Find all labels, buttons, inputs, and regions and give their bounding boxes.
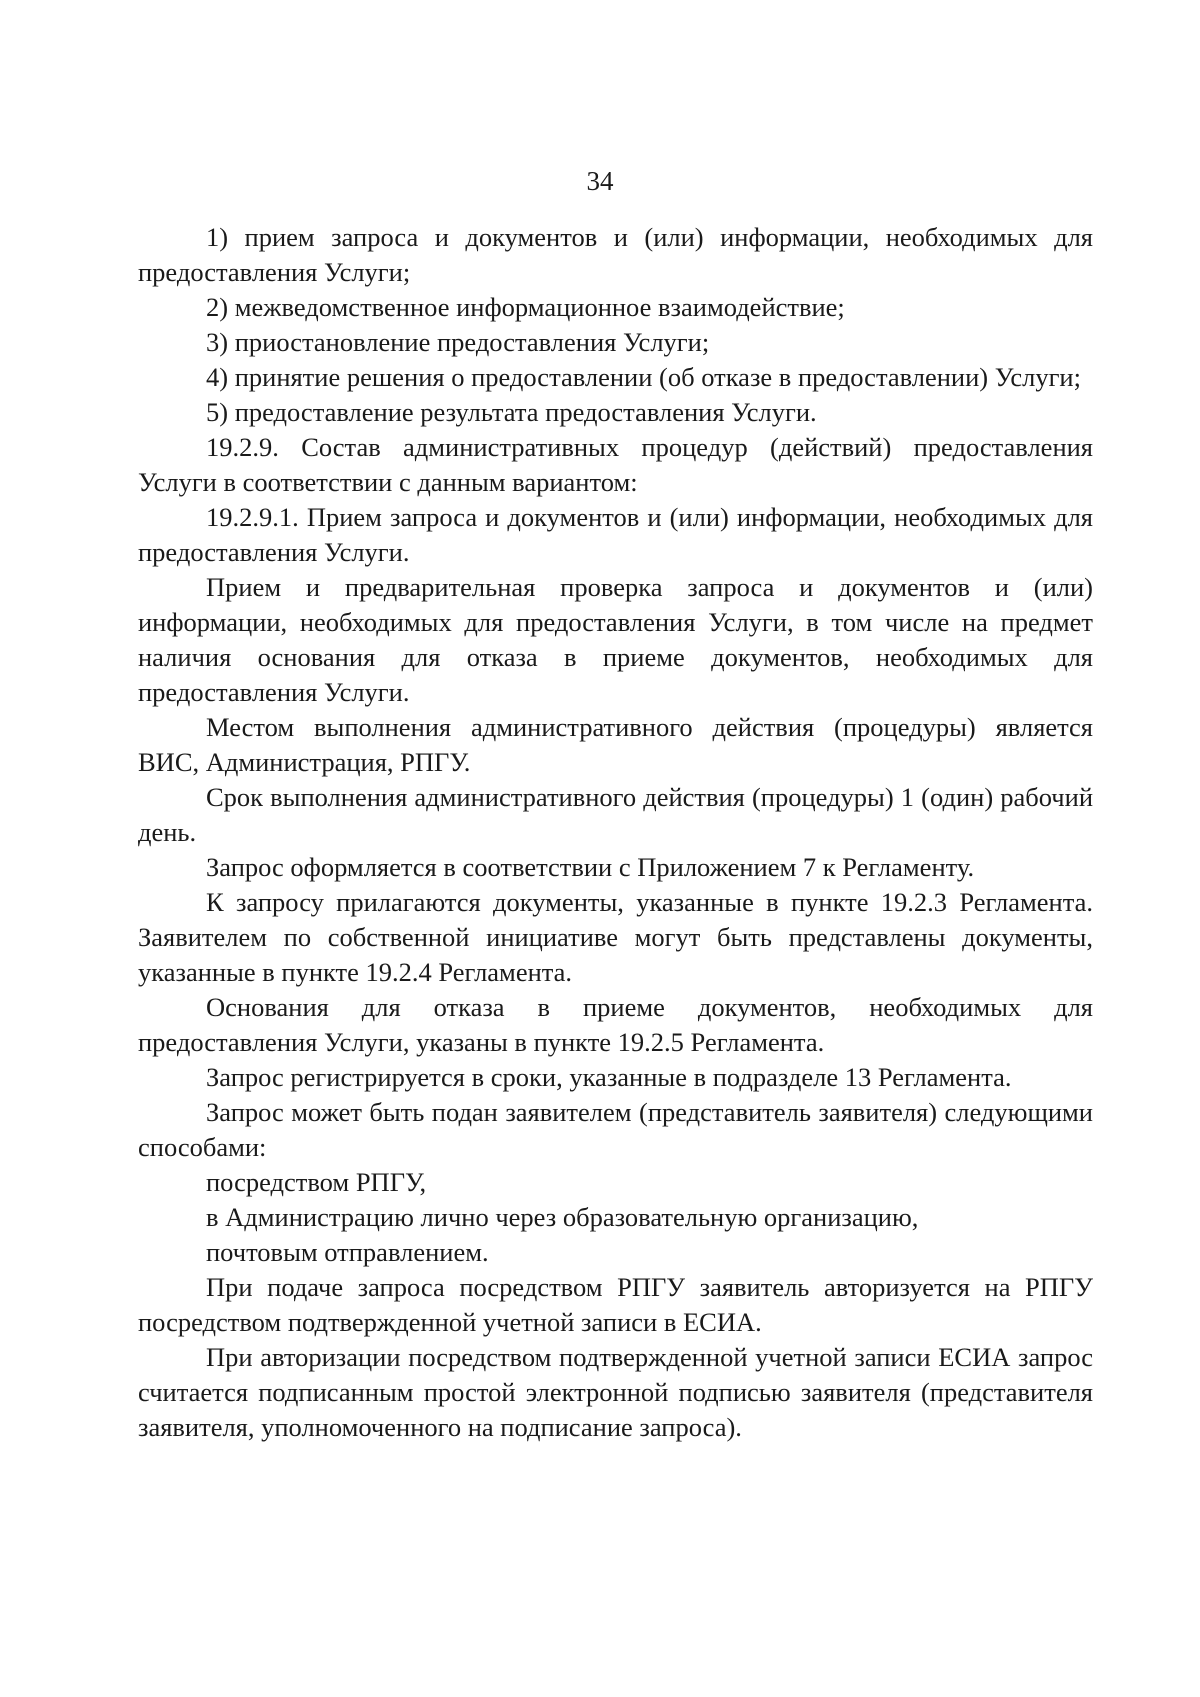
paragraph-attachments: К запросу прилагаются документы, указанные в пункте 19.2.3 Регламента. Заявителем по собственной инициативе могут быть представлены документы, указанные в пункте 19.2.4 Регламента. <box>138 887 1093 987</box>
method-in-person: в Администрацию лично через образовательную организацию, <box>206 1202 919 1232</box>
paragraph-refusal-grounds: Основания для отказа в приеме документов, необходимых для предоставления Услуги, указаны в пункте 19.2.5 Регламента. <box>138 992 1093 1057</box>
method-rpgu: посредством РПГУ, <box>206 1167 427 1197</box>
paragraph-rpgu-auth: При подаче запроса посредством РПГУ заявитель авторизуется на РПГУ посредством подтвержденной учетной записи в ЕСИА. <box>138 1272 1093 1337</box>
page-number: 34 <box>586 166 614 196</box>
paragraph-registration: Запрос регистрируется в сроки, указанные в подразделе 13 Регламента. <box>206 1062 1012 1092</box>
section-19-2-9: 19.2.9. Состав административных процедур (действий) предоставления Услуги в соответствии с данным вариантом: <box>138 432 1093 497</box>
list-item-1: 1) прием запроса и документов и (или) информации, необходимых для предоставления Услуги; <box>138 222 1093 287</box>
list-item-4: 4) принятие решения о предоставлении (об отказе в предоставлении) Услуги; <box>206 362 1081 392</box>
paragraph-esia-signature: При авторизации посредством подтвержденной учетной записи ЕСИА запрос считается подписанным простой электронной подписью заявителя (представителя заявителя, уполномоченного на подписание запроса). <box>138 1342 1093 1442</box>
paragraph-request-form: Запрос оформляется в соответствии с Приложением 7 к Регламенту. <box>206 852 975 882</box>
list-item-5: 5) предоставление результата предоставления Услуги. <box>206 397 817 427</box>
document-body <box>138 220 1093 1445</box>
paragraph-submission-methods: Запрос может быть подан заявителем (представитель заявителя) следующими способами: <box>138 1097 1093 1162</box>
paragraph-reception-check: Прием и предварительная проверка запроса и документов и (или) информации, необходимых для предоставления Услуги, в том числе на предмет наличия основания для отказа в приеме документов, необходимых для предоставления Услуги. <box>138 572 1093 707</box>
paragraph-place: Местом выполнения административного действия (процедуры) является ВИС, Администрация, РПГУ. <box>138 712 1093 777</box>
list-item-2: 2) межведомственное информационное взаимодействие; <box>206 292 845 322</box>
list-item-3: 3) приостановление предоставления Услуги; <box>206 327 710 357</box>
section-19-2-9-1: 19.2.9.1. Прием запроса и документов и (или) информации, необходимых для предоставления Услуги. <box>138 502 1093 567</box>
method-mail: почтовым отправлением. <box>206 1237 489 1267</box>
paragraph-term: Срок выполнения административного действия (процедуры) 1 (один) рабочий день. <box>138 782 1093 847</box>
